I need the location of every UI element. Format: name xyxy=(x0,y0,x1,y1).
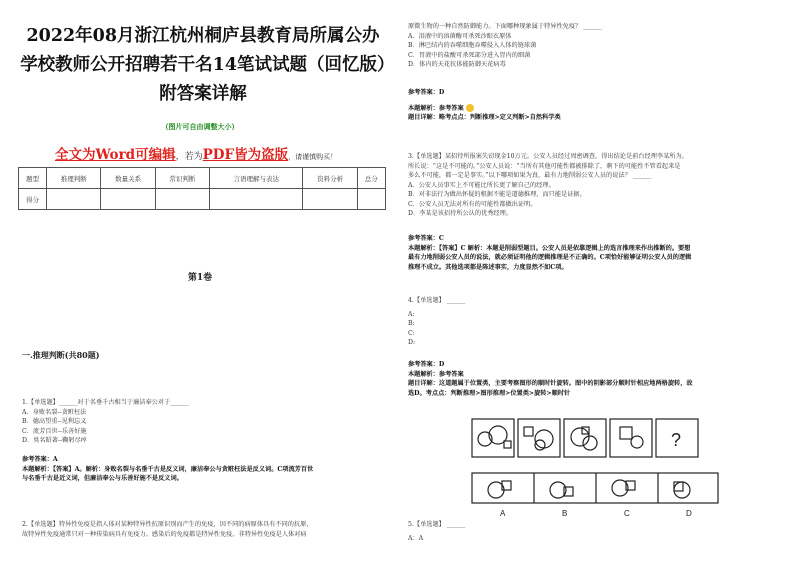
answer-block-2 xyxy=(408,88,561,123)
table-header-cell: 总分 xyxy=(357,168,385,189)
option-d: D．体内的天花抗体能防御天花病毒 xyxy=(408,61,506,68)
explanation-line: 最有力地削弱公安人员的说法，就必须证明他的逻辑推理是不正确的。C项恰好能够证明公安人员的逻辑 xyxy=(408,254,692,261)
detail-line: 题目详解：这道题属于位置类，主要考察图形的顺时针旋转。图中的阴影部分顺时针相应地两格旋转，故 xyxy=(408,380,693,387)
explanation-line: 推理不成立。其他选项都是陈述事实，力度显然不如C项。 xyxy=(408,263,568,271)
score-cell[interactable] xyxy=(209,189,303,210)
section-heading: 一.推理判断(共80题) xyxy=(22,350,100,360)
puzzle-question-mark: ? xyxy=(671,430,682,450)
option-c: C．胃液中的盐酸可杀死部分进入胃内的细菌 xyxy=(408,51,531,59)
question-stem: 5.【单选题】 ______ xyxy=(408,521,466,528)
question-stem: 2.【单选题】特异性免疫是指人体对某种特异性抗原识别而产生的免疫，因不同的病原体具有不同的抗原， xyxy=(22,521,313,528)
option-label-b: B xyxy=(562,509,568,518)
question-stem: 4.【单选题】 ______ xyxy=(408,297,466,304)
question-2 xyxy=(22,520,313,539)
answer: 参考答案：D xyxy=(408,361,445,368)
score-table xyxy=(18,167,386,210)
option-label-a: A xyxy=(500,509,506,518)
table-header-cell: 常识判断 xyxy=(155,168,209,189)
promo-if: ，若为 xyxy=(175,152,203,162)
table-header-cell: 言语理解与表达 xyxy=(209,168,303,189)
question-2-continued xyxy=(408,22,602,70)
puzzle-frame-2 xyxy=(518,419,560,457)
explanation-line: 与名垂千古是近义词，但廉洁奉公与乐善好施不是反义词。 xyxy=(22,475,183,482)
answer-block-4 xyxy=(408,360,693,398)
table-header-cell: 推理判断 xyxy=(47,168,101,189)
option-d: D．李某是该招待所公认的优秀经理。 xyxy=(408,210,512,217)
option-b: B: xyxy=(408,320,415,327)
puzzle-shape xyxy=(535,440,545,450)
option-a: A：A xyxy=(408,534,424,542)
score-table-header xyxy=(19,168,386,189)
option-c: C．流芳百世--乐善好施 xyxy=(22,427,87,435)
explanation: 本题解析：参考答案 xyxy=(408,370,464,378)
answer: 参考答案：A xyxy=(22,456,58,463)
answer-block-3 xyxy=(408,234,691,272)
answer: 参考答案：D xyxy=(408,89,445,96)
option-a: A: xyxy=(408,310,415,318)
score-cell[interactable] xyxy=(47,189,101,210)
explanation-line: 本题解析：【答案】C 解析：本题是削弱型题目。公安人员是依靠逻辑上的选言推理来作出推断的。要想 xyxy=(408,244,691,252)
question-stem: 多么不可能，都一定是事实。”以下哪项如果为真，最有力地削弱公安人员的说法？ ______ xyxy=(408,172,652,179)
option-a: A．公安人员事实上不可能比所长更了解自己的经理。 xyxy=(408,181,555,189)
question-3 xyxy=(408,152,688,219)
score-cell[interactable] xyxy=(303,189,357,210)
option-label-d: D xyxy=(686,509,692,518)
promo-warning: ，请谨慎购买！ xyxy=(288,153,338,161)
question-stem: 所长说：“这是不可能的。”公安人员说：“当所有其他可能性都被排除了，剩下的可能性不管看起来是 xyxy=(408,162,681,170)
question-stem: 原微生物的一种自然防御能力。下面哪种现象属于特异性免疫？ ______ xyxy=(408,23,602,30)
detail: 题目详解：略考点点：判断推理>定义判断>自然科学类 xyxy=(408,114,561,121)
option-c: C．公安人员无法对所有的可能性都做出证明。 xyxy=(408,200,537,208)
document-title: 2022年08月浙江杭州桐庐县教育局所属公办学校教师公开招聘若干名14笔试试题（回忆版）附答案详解 xyxy=(20,26,386,104)
table-header-cell: 资料分析 xyxy=(303,168,357,189)
word-editable-notice xyxy=(55,143,337,163)
blank-line xyxy=(22,446,313,456)
question-4 xyxy=(408,296,465,348)
question-stem: 故特异性免疫通常只对一种传染病具有免疫力。感染后的免疫都是特异性免疫。非特异性免疫是人体对病 xyxy=(22,530,307,538)
puzzle-shape xyxy=(583,436,597,450)
option-b: B．淋巴结内的吞噬细胞吞噬侵入人体的链球菌 xyxy=(408,42,537,49)
puzzle-shape xyxy=(620,427,632,439)
puzzle-shape xyxy=(504,441,511,448)
score-cell[interactable] xyxy=(101,189,155,210)
puzzle-shape xyxy=(535,430,553,448)
option-d: D: xyxy=(408,339,416,346)
option-b: B．对非法行为做出怀疑的根据不能是道德推理，而只能是证据。 xyxy=(408,191,586,198)
question-stem: 1.【单选题】______对于名垂千古相当于廉洁奉公对于______ xyxy=(22,399,189,406)
score-table-row xyxy=(19,189,386,210)
figure-puzzle xyxy=(470,415,720,520)
puzzle-shape xyxy=(524,427,533,436)
option-label-c: C xyxy=(624,509,630,518)
option-b: B．德高望重--见利忘义 xyxy=(22,418,87,425)
score-cell[interactable] xyxy=(155,189,209,210)
explanation-text: 本题解析：参考答案 xyxy=(408,104,464,112)
explanation-line: 本题解析：【答案】A。解析：身败名裂与名垂千古是反义词，廉洁奉公与贪赃枉法是反义词。C项流芳百世 xyxy=(22,465,314,473)
table-header-cell: 数量关系 xyxy=(101,168,155,189)
option-d: D．臭名昭著--鞠躬尽瘁 xyxy=(22,437,87,444)
table-row-label: 得分 xyxy=(19,189,47,210)
answer: 参考答案：C xyxy=(408,235,444,242)
detail-line: 选D。考点点：判断推理>图形推理>位置类>旋转>顺时针 xyxy=(408,389,571,397)
score-cell[interactable] xyxy=(357,189,385,210)
smiley-icon xyxy=(466,104,474,112)
promo-pdf: PDF皆为盗版 xyxy=(202,147,289,163)
puzzle-frame-4 xyxy=(610,419,652,457)
right-page xyxy=(400,0,800,565)
explanation xyxy=(408,104,561,114)
volume-heading: 第1卷 xyxy=(187,273,213,283)
puzzle-shape xyxy=(631,436,643,448)
option-a: A．身败名裂--贪赃枉法 xyxy=(22,408,87,416)
table-header-cell: 题型 xyxy=(19,168,47,189)
question-stem: 3.【单选题】某招待所报案失窃现金10万元。公安人员经过周密调查，得出结论是前台经理李某所为。 xyxy=(408,153,688,160)
image-size-note: （图片可自由调整大小） xyxy=(161,122,239,131)
question-5 xyxy=(408,520,465,543)
question-1 xyxy=(22,398,313,484)
promo-word: 全文为Word可编辑 xyxy=(55,147,176,163)
option-c: C: xyxy=(408,329,415,337)
option-a: A．泪液中的溶菌酶可杀死沙眼衣原体 xyxy=(408,32,512,40)
